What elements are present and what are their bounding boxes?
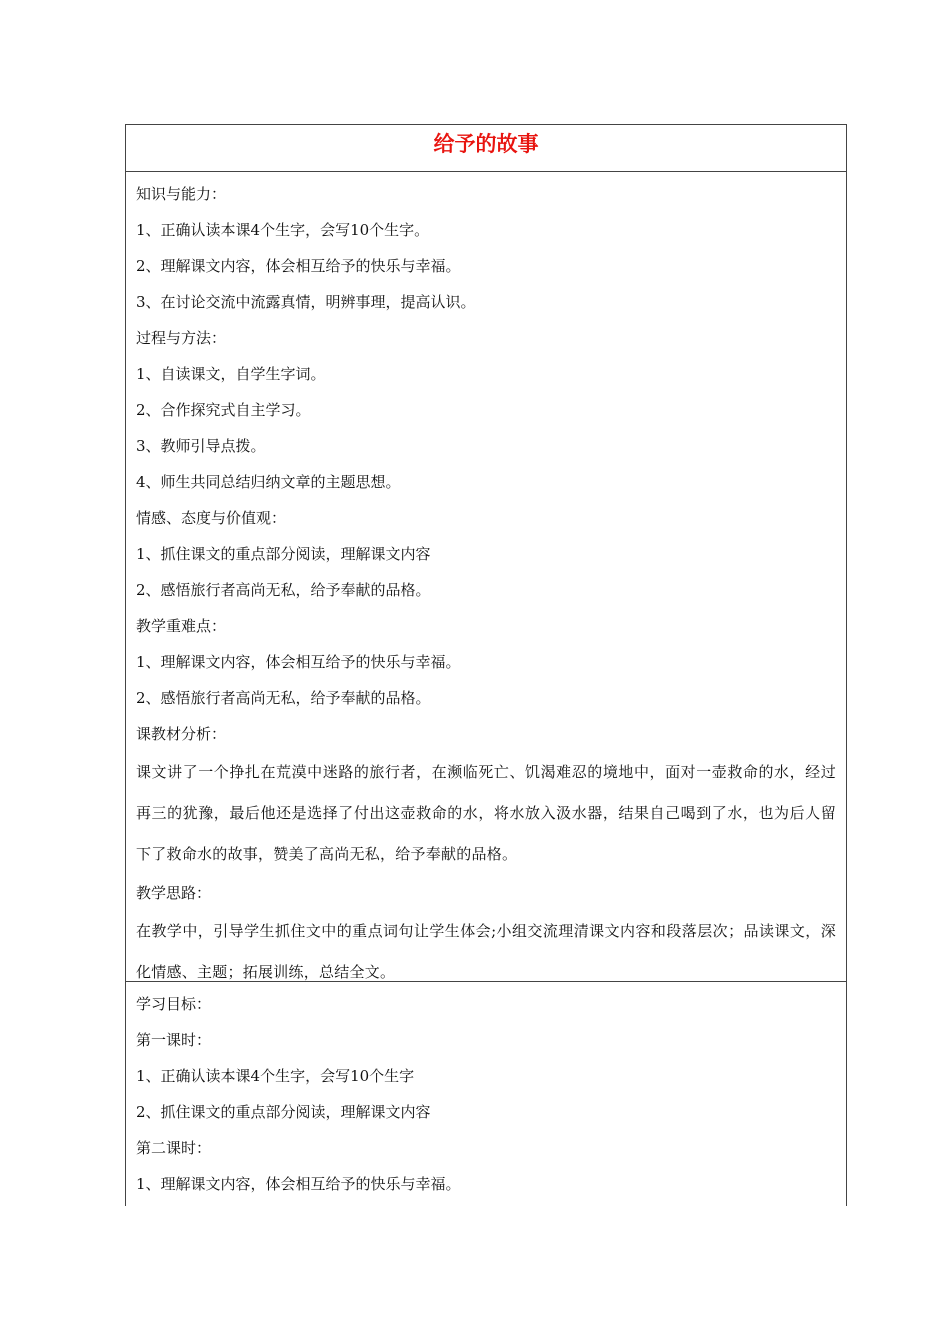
lesson1-item: 2、抓住课文的重点部分阅读，理解课文内容 [136,1103,431,1121]
lesson-plan-table [125,124,847,1206]
difficulty-item: 1、理解课文内容，体会相互给予的快乐与幸福。 [136,653,461,671]
knowledge-heading: 知识与能力： [136,185,227,203]
lesson1-item: 1、正确认读本课4个生字，会写10个生字 [136,1067,415,1085]
analysis-heading: 课教材分析： [136,725,227,743]
knowledge-item: 2、理解课文内容，体会相互给予的快乐与幸福。 [136,257,461,275]
difficulty-heading: 教学重难点： [136,617,227,635]
process-item: 1、自读课文，自学生字词。 [136,365,326,383]
emotion-heading: 情感、态度与价值观： [136,509,287,527]
lesson2-heading: 第二课时： [136,1139,212,1157]
approach-heading: 教学思路： [136,884,212,902]
teaching-design-section [126,172,846,982]
process-item: 2、合作探究式自主学习。 [136,401,311,419]
process-item: 3、教师引导点拨。 [136,437,266,455]
learning-goals-section [126,982,846,1206]
goals-heading: 学习目标： [136,995,212,1013]
knowledge-item: 1、正确认读本课4个生字，会写10个生字。 [136,221,430,239]
approach-paragraph: 在教学中，引导学生抓住文中的重点词句让学生体会;小组交流理清课文内容和段落层次；品读课文，深化情感、主题；拓展训练，总结全文。 [136,922,836,981]
title-row [126,125,846,172]
document-title: 给予的故事 [433,132,539,156]
knowledge-item: 3、在讨论交流中流露真情，明辨事理，提高认识。 [136,293,476,311]
analysis-paragraph: 课文讲了一个挣扎在荒漠中迷路的旅行者，在濒临死亡、饥渴难忍的境地中，面对一壶救命的水，经过再三的犹豫，最后他还是选择了付出这壶救命的水，将水放入汲水器，结果自己喝到了水，也为后人留下了救命水的故事，赞美了高尚无私，给予奉献的品格。 [136,763,836,863]
difficulty-item: 2、感悟旅行者高尚无私，给予奉献的品格。 [136,689,431,707]
emotion-item: 2、感悟旅行者高尚无私，给予奉献的品格。 [136,581,431,599]
lesson1-heading: 第一课时： [136,1031,212,1049]
process-heading: 过程与方法： [136,329,227,347]
lesson2-item: 1、理解课文内容，体会相互给予的快乐与幸福。 [136,1175,461,1193]
process-item: 4、师生共同总结归纳文章的主题思想。 [136,473,401,491]
emotion-item: 1、抓住课文的重点部分阅读，理解课文内容 [136,545,431,563]
